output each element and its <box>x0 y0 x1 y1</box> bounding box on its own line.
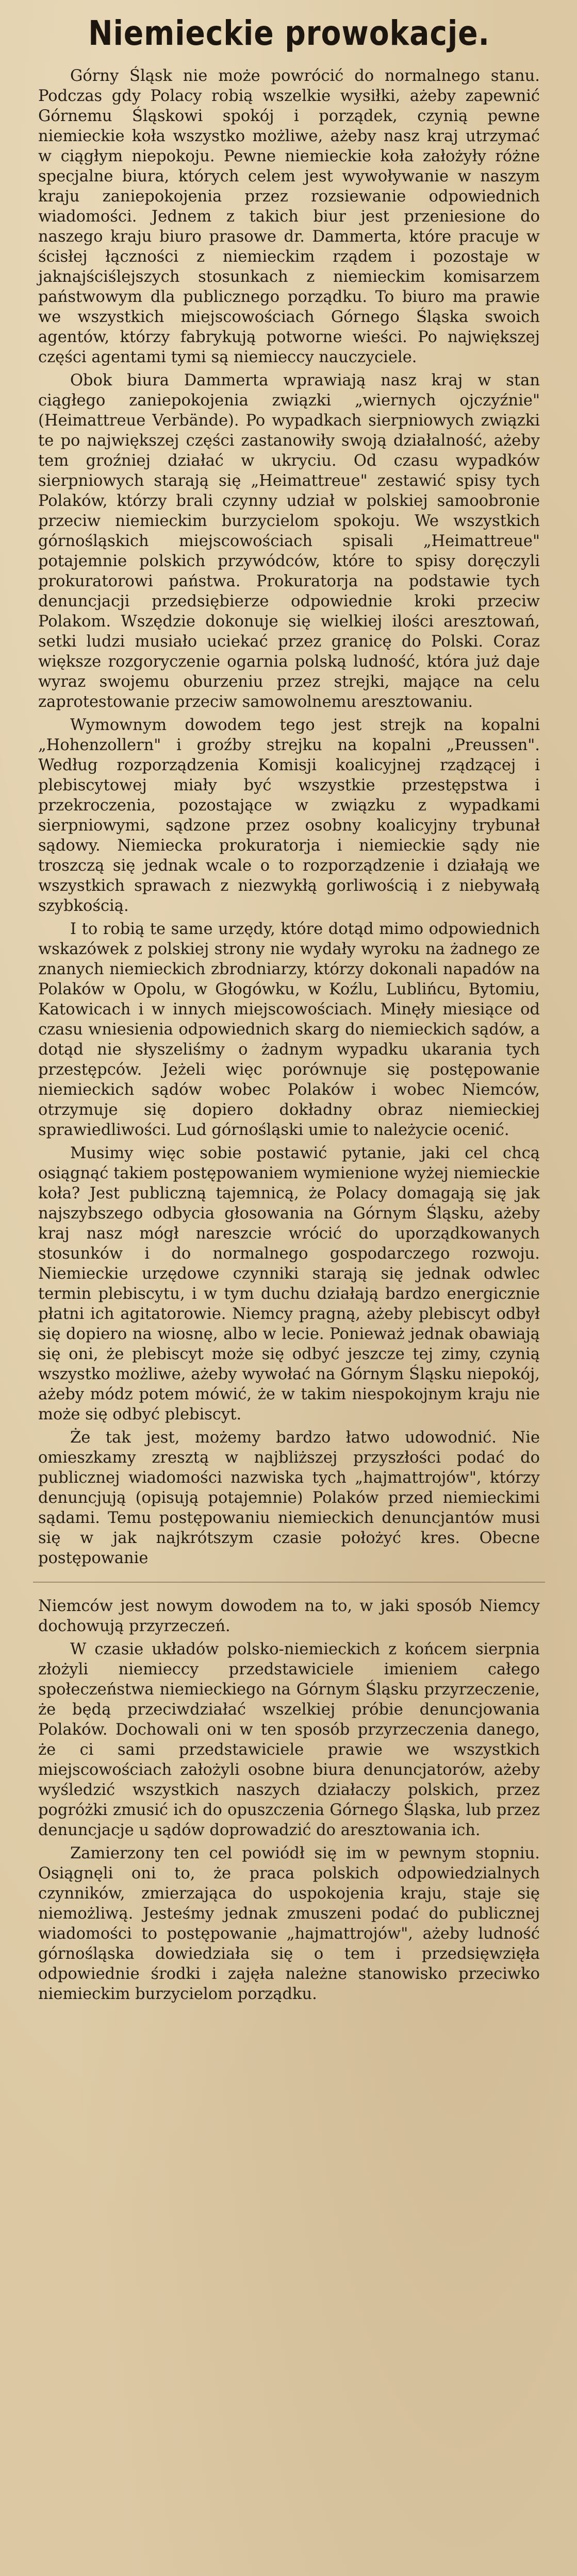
article-body-part-two <box>38 1596 540 2004</box>
paragraph: Górny Śląsk nie może powrócić do normalnego stanu. Podczas gdy Polacy robią wszelkie wysiłki, ażeby zapewnić Górnemu Śląskowi spokój i porządek, czynią pewne niemieckie koła wszystko możliwe, ażeby nasz kraj utrzymać w ciągłym niepokoju. Pewne niemieckie koła założyły różne specjalne biura, których celem jest wywoływanie w naszym kraju zaniepokojenia przez rozsiewanie odpowiednich wiadomości. Jednem z takich biur jest przeniesione do naszego kraju biuro prasowe dr. Dammerta, które pracuje w ścisłej łączności z niemieckim rządem i pozostaje w jaknajściślejszych stosunkach z niemieckim komisarzem państwowym dla publicznego porządku. To biuro ma prawie we wszystkich miejscowościach Górnego Śląska swoich agentów, którzy fabrykują potworne wieści. Po największej części agentami tymi są niemieccy nauczyciele. <box>38 67 540 366</box>
paragraph: W czasie układów polsko-niemieckich z końcem sierpnia złożyli niemieccy przedstawiciele imieniem całego społeczeństwa niemieckiego na Górnym Śląsku przyrzeczenie, że będą przeciwdziałać wszelkiej próbie denuncjowania Polaków. Dochowali oni w ten sposób przyrzeczenia danego, że ci sami przedstawiciele prawie we wszystkich miejscowościach założyli osobne biura denuncjatorów, ażeby wyśledzić wszystkich naszych działaczy polskich, przez pogróżki zmusić ich do opuszczenia Górnego Śląska, lub przez denuncjacje u sądów doprowadzić do aresztowania ich. <box>38 1640 540 1839</box>
article-headline: Niemieckie prowokacje. <box>88 13 490 53</box>
paragraph: Niemców jest nowym dowodem na to, w jaki sposób Niemcy dochowują przyrzeczeń. <box>38 1597 540 1635</box>
paragraph: Obok biura Dammerta wprawiają nasz kraj w stan ciągłego zaniepokojenia związki „wiernych ojczyźnie" (Heimattreue Verbände). Po wypadkach sierpniowych związki te po największej części zastanowiły swoją działalność, ażeby tem groźniej działać w ukryciu. Od czasu wypadków sierpniowych starają się „Heimattreue" zestawić spisy tych Polaków, którzy brali czynny udział w polskiej samoobronie przeciw niemieckim burzycielom spokoju. We wszystkich górnośląskich miejscowościach spisali „Heimattreue" potajemnie polskich przywódców, które to spisy doręczyli prokuratorowi państwa. Prokuratorja na podstawie tych denuncjacji przedsiębierze odpowiednie kroki przeciw Polakom. Wszędzie dokonuje się wielkiej ilości aresztowań, setki ludzi musiało uciekać przez granicę do Polski. Coraz większe rozgoryczenie ogarnia polską ludność, która już daje wyraz swojemu oburzeniu przez strejki, mające na celu zaprotestowanie przeciw samowolnemu aresztowaniu. <box>38 371 540 711</box>
paragraph: I to robią te same urzędy, które dotąd mimo odpowiednich wskazówek z polskiej strony nie wydały wyroku na żadnego ze znanych niemieckich zbrodniarzy, którzy dokonali napadów na Polaków w Opolu, w Głogówku, w Koźlu, Lublińcu, Bytomiu, Katowicach i w innych miejscowościach. Minęły miesiące od czasu wniesienia odpowiednich skarg do niemieckich sądów, a dotąd nie słyszeliśmy o żadnym wypadku ukarania tych przestępców. Jeżeli więc porównuje się postępowanie niemieckich sądów wobec Polaków i wobec Niemców, otrzymuje się dopiero dokładny obraz niemieckiej sprawiedliwości. Lud górnośląski umie to należycie ocenić. <box>38 920 540 1139</box>
paragraph: Musimy więc sobie postawić pytanie, jaki cel chcą osiągnąć takiem postępowaniem wymienione wyżej niemieckie koła? Jest publiczną tajemnicą, że Polacy domagają się jak najszybszego odbycia głosowania na Górnym Śląsku, ażeby kraj nasz mógł nareszcie wrócić do uporządkowanych stosunków i do normalnego gospodarczego rozwoju. Niemieckie urzędowe czynniki starają się jednak odwlec termin plebiscytu, i w tym duchu działają bardzo energicznie płatni ich agitatorowie. Niemcy pragną, ażeby plebiscyt odbył się dopiero na wiosnę, albo w lecie. Ponieważ jednak obawiają się oni, że plebiscyt może się odbyć jeszcze tej zimy, czynią wszystko możliwe, ażeby wywołać na Górnym Śląsku niepokój, ażeby módz potem mówić, że w takim niespokojnym kraju nie może się odbyć plebiscyt. <box>38 1144 540 1423</box>
paragraph: Wymownym dowodem tego jest strejk na kopalni „Hohenzollern" i groźby strejku na kopalni „Preussen". Według rozporządzenia Komisji koalicyjnej rządzącej i plebiscytowej miały być wszystkie przestępstwa i przekroczenia, pozostające w związku z wypadkami sierpniowymi, sądzone przez osobny koalicyjny trybunał sądowy. Niemiecka prokuratorja i niemieckie sądy nie troszczą się jednak wcale o to rozporządzenie i działają we wszystkich sprawach z niezwykłą gorliwością i z niebywałą szybkością. <box>38 716 540 915</box>
clipping-divider <box>33 1582 545 1583</box>
paragraph: Że tak jest, możemy bardzo łatwo udowodnić. Nie omieszkamy zresztą w najbliższej przyszłości podać do publicznej wiadomości nazwiska tych „hajmattrojów", którzy denuncjują (opisują potajemnie) Polaków przed niemieckimi sądami. Temu postępowaniu niemieckich denuncjantów musi się w jak najkrótszym czasie położyć kres. Obecne postępowanie <box>38 1429 540 1567</box>
article-body-part-one <box>38 66 540 1568</box>
paragraph: Zamierzony ten cel powiódł się im w pewnym stopniu. Osiągnęli oni to, że praca polskich odpowiedzialnych czynników, zmierzająca do uspokojenia kraju, staje się niemożliwą. Jesteśmy jednak zmuszeni podać do publicznej wiadomości to postępowanie „hajmattrojów", ażeby ludność górnośląska dowiedziała się o tem i przedsięwzięła odpowiednie środki i zajęła należne stanowisko przeciwko niemieckim burzycielom porządku. <box>38 1844 540 2003</box>
